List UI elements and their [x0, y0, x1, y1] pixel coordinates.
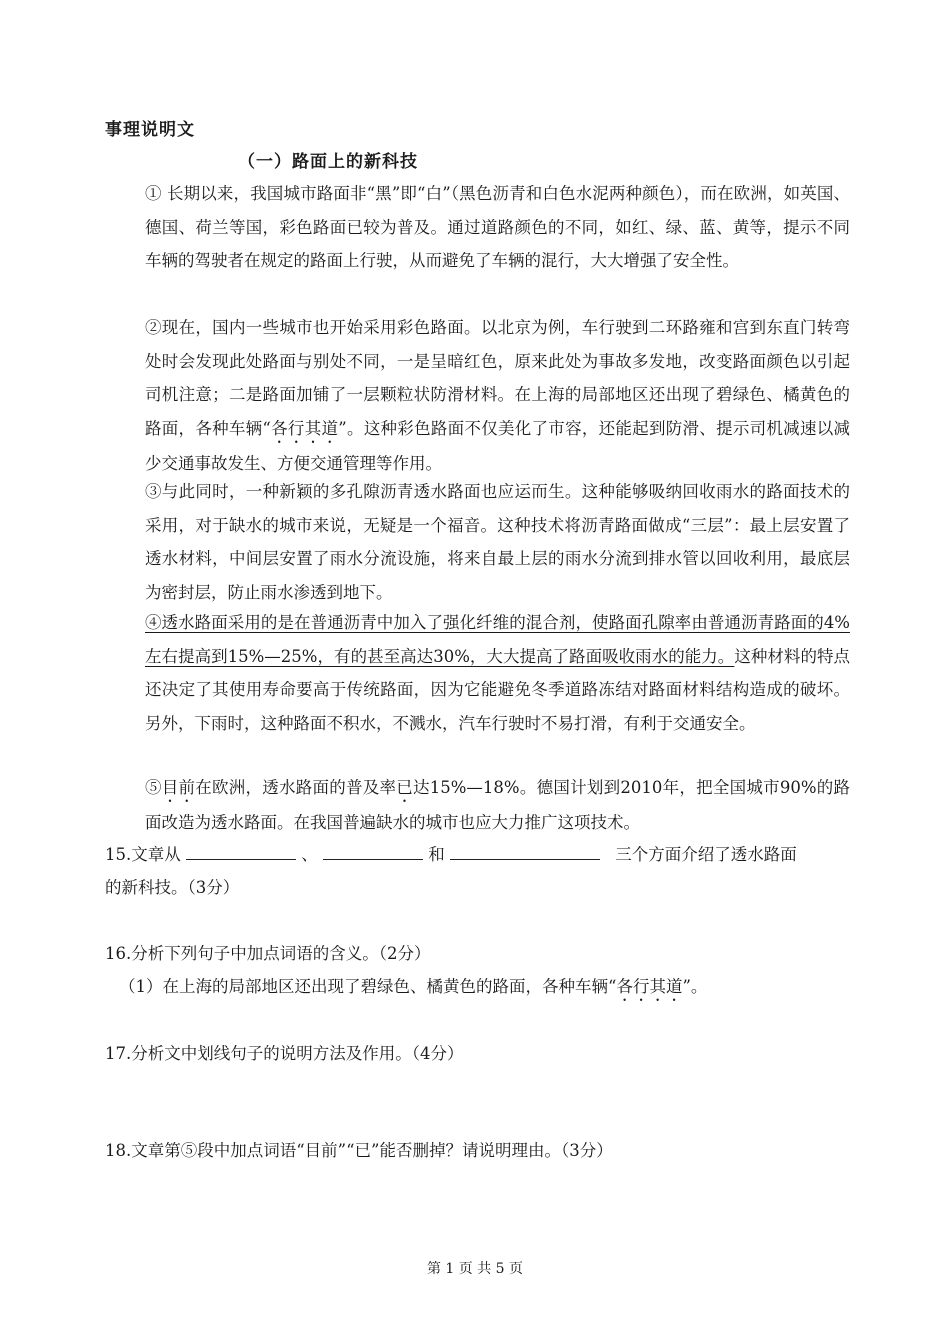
question-15: [105, 838, 850, 904]
question-16-dotted-word: 各行其道: [616, 977, 683, 996]
article-title: （一）路面上的新科技: [238, 152, 418, 172]
page-footer: 第 1 页 共 5 页: [426, 1261, 524, 1277]
paragraph-2: [105, 311, 850, 480]
question-15-prompt: 15.文章从: [105, 845, 181, 864]
question-16-sub-end: ”。: [682, 977, 708, 996]
question-15-separator-1: 、: [301, 845, 318, 864]
paragraph-3: [105, 475, 850, 609]
section-title: 事理说明文: [105, 120, 195, 140]
paragraph-5: [105, 771, 850, 840]
answer-blank-2[interactable]: [323, 841, 423, 860]
paragraph-5-number: ⑤: [145, 778, 162, 797]
question-16-prompt: 16.分析下列句子中加点词语的含义。（2分）: [105, 944, 431, 963]
paragraph-2-text-a: ②现在，国内一些城市也开始采用彩色路面。以北京为例，车行驶到二环路雍和宫到东直门转弯处时会发现此处路面与别处不同，一是呈暗红色，原来此处为事故多发地，改变路面颜色以引起司机注意；二是路面加铺了一层颗粒状防滑材料。在上海的局部地区还出现了碧绿色、橘黄色的路面，各种车辆“: [145, 318, 850, 438]
dotted-word-gexingqidao: 各行其道: [270, 418, 339, 438]
paragraph-1-text: ① 长期以来，我国城市路面非“黑”即“白”（黑色沥青和白色水泥两种颜色），而在欧洲，如英国、德国、荷兰等国，彩色路面已较为普及。通过道路颜色的不同，如红、绿、蓝、黄等，提示不同车辆的驾驶者在规定的路面上行驶，从而避免了车辆的混行，大大增强了安全性。: [145, 184, 850, 270]
paragraph-5-text-b: 达15%—18%。德国计划到2010年，把全国城市90%的路面改造为透水路面。在我国普遍缺水的城市也应大力推广这项技术。: [145, 778, 851, 832]
question-16-sub-text: （1）在上海的局部地区还出现了碧绿色、橘黄色的路面，各种车辆“: [119, 977, 617, 996]
question-16: [105, 937, 850, 1005]
underlined-sentence: ④透水路面采用的是在普通沥青中加入了强化纤维的混合剂，使路面孔隙率由普通沥青路面的4%左右提高到15%—25%，有的甚至高达30%，大大提高了路面吸收雨水的能力。: [145, 613, 850, 666]
answer-blank-1[interactable]: [186, 841, 296, 860]
answer-blank-3[interactable]: [450, 841, 600, 860]
question-15-separator-2: 和: [428, 845, 445, 864]
paragraph-4: [105, 606, 850, 740]
question-15-prompt-tail: 三个方面介绍了透水路面: [615, 845, 797, 864]
paragraph-2-text-b: ”。这种彩色路面不仅美化了市容，还能起到防滑、提示司机减速以减少交通事故发生、方便交通管理等作用。: [145, 418, 851, 473]
dotted-word-yi: 已: [396, 778, 413, 797]
paragraph-5-text-a: 在欧洲，透水路面的普及率: [195, 778, 397, 797]
paragraph-1: [105, 177, 850, 278]
question-18: 18.文章第⑤段中加点词语“目前”“已”能否删掉？请说明理由。（3分）: [105, 1141, 613, 1160]
paragraph-4-text: 这种材料的特点还决定了其使用寿命要高于传统路面，因为它能避免冬季道路冻结对路面材料结构造成的破坏。另外，下雨时，这种路面不积水，不溅水，汽车行驶时不易打滑，有利于交通安全。: [145, 646, 851, 733]
question-15-prompt-end: 的新科技。（3分）: [105, 878, 240, 897]
question-17: 17.分析文中划线句子的说明方法及作用。（4分）: [105, 1044, 464, 1063]
dotted-word-muqian: 目前: [161, 778, 196, 797]
paragraph-3-text: ③与此同时，一种新颖的多孔隙沥青透水路面也应运而生。这种能够吸纳回收雨水的路面技术的采用，对于缺水的城市来说，无疑是一个福音。这种技术将沥青路面做成“三层”：最上层安置了透水材料，中间层安置了雨水分流设施，将来自最上层的雨水分流到排水管以回收利用，最底层为密封层，防止雨水渗透到地下。: [145, 482, 850, 602]
